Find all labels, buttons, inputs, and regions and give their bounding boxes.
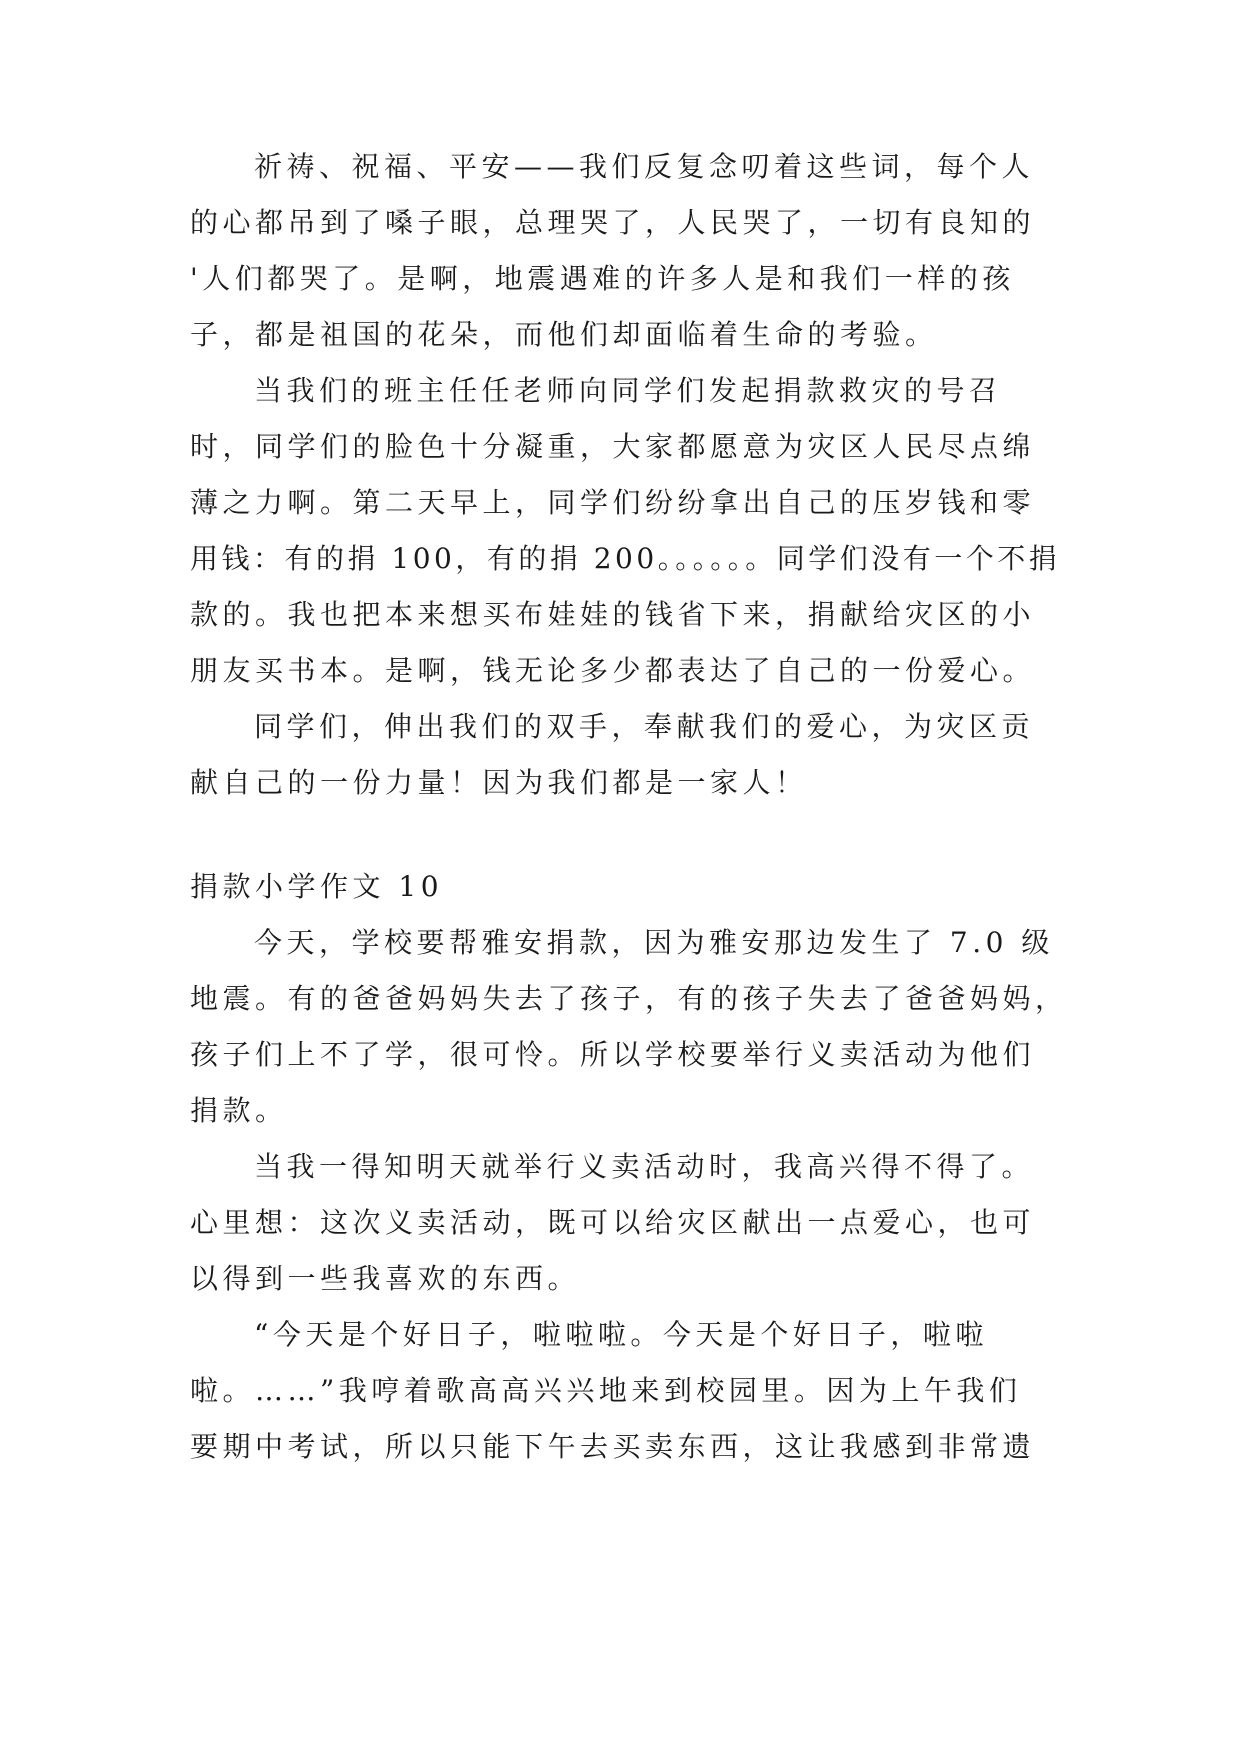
paragraph-2-line-2: 时，同学们的脸色十分凝重，大家都愿意为灾区人民尽点绵 bbox=[190, 430, 1036, 463]
paragraph-3-line-1: 同学们，伸出我们的双手，奉献我们的爱心，为灾区贡 bbox=[254, 710, 1035, 743]
paragraph-3-line-2: 献自己的一份力量！因为我们都是一家人！ bbox=[190, 766, 808, 799]
paragraph-5-line-3: 以得到一些我喜欢的东西。 bbox=[190, 1262, 581, 1295]
paragraph-4-line-2: 地震。有的爸爸妈妈失去了孩子，有的孩子失去了爸爸妈妈， bbox=[190, 982, 1068, 1015]
paragraph-2-line-1: 当我们的班主任任老师向同学们发起捐款救灾的号召 bbox=[254, 374, 1002, 407]
paragraph-4-line-4: 捐款。 bbox=[190, 1094, 288, 1127]
paragraph-2-line-3: 薄之力啊。第二天早上，同学们纷纷拿出自己的压岁钱和零 bbox=[190, 486, 1036, 519]
paragraph-1-line-2: 的心都吊到了嗓子眼，总理哭了，人民哭了，一切有良知的 bbox=[190, 206, 1036, 239]
paragraph-2-line-6: 朋友买书本。是啊，钱无论多少都表达了自己的一份爱心。 bbox=[190, 654, 1036, 687]
section-heading: 捐款小学作文 10 bbox=[190, 870, 444, 903]
paragraph-2-line-5: 款的。我也把本来想买布娃娃的钱省下来，捐献给灾区的小 bbox=[190, 598, 1036, 631]
paragraph-6-line-2: 啦。……”我哼着歌高高兴兴地来到校园里。因为上午我们 bbox=[190, 1374, 1022, 1407]
paragraph-6-line-3: 要期中考试，所以只能下午去买卖东西，这让我感到非常遗 bbox=[190, 1430, 1036, 1463]
paragraph-5-line-1: 当我一得知明天就举行义卖活动时，我高兴得不得了。 bbox=[254, 1150, 1035, 1183]
paragraph-2-line-4: 用钱：有的捐 100，有的捐 200。。。。。。同学们没有一个不捐 bbox=[190, 542, 1061, 575]
paragraph-4-line-1: 今天，学校要帮雅安捐款，因为雅安那边发生了 7.0 级 bbox=[254, 926, 1054, 959]
paragraph-4-line-3: 孩子们上不了学，很可怜。所以学校要举行义卖活动为他们 bbox=[190, 1038, 1036, 1071]
paragraph-1-line-3: '人们都哭了。是啊，地震遇难的许多人是和我们一样的孩 bbox=[190, 262, 1015, 295]
paragraph-6-line-1: “今天是个好日子，啦啦啦。今天是个好日子，啦啦 bbox=[254, 1318, 988, 1351]
document-body bbox=[190, 0, 1070, 1754]
paragraph-5-line-2: 心里想：这次义卖活动，既可以给灾区献出一点爱心，也可 bbox=[190, 1206, 1036, 1239]
paragraph-1-line-1: 祈祷、祝福、平安——我们反复念叨着这些词，每个人 bbox=[254, 150, 1035, 183]
paragraph-1-line-4: 子，都是祖国的花朵，而他们却面临着生命的考验。 bbox=[190, 318, 938, 351]
